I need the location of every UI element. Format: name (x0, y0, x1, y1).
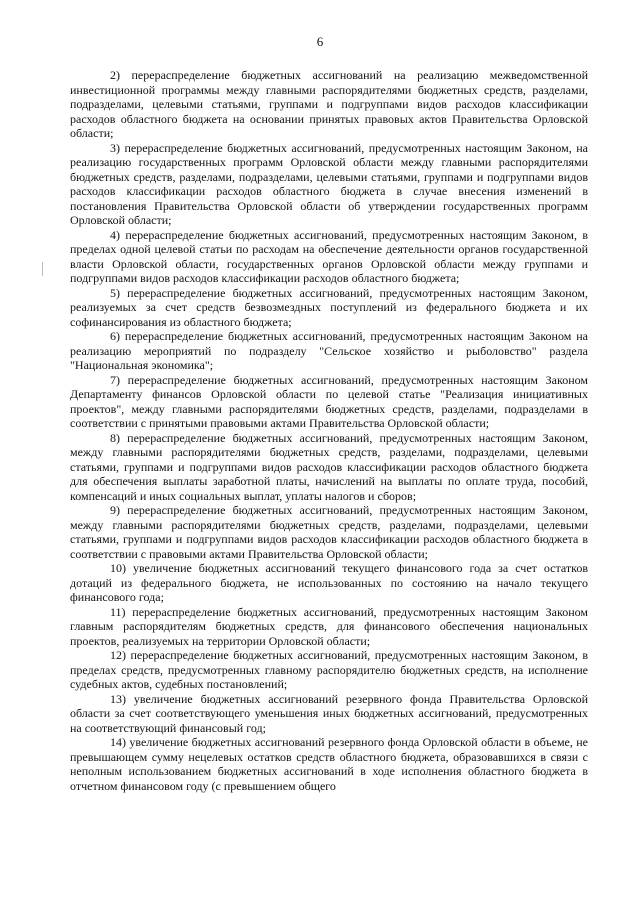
paragraph-item-3: 3) перераспределение бюджетных ассигнований, предусмотренных настоящим Законом, на реализацию государственных программ Орловской области между главными распорядителями бюджетных средств, разделами, подразделами, целевыми статьями, группами и подгруппами видов расходов классификации расходов областного бюджета в случае внесения изменений в постановления Правительства Орловской области об утверждении государственных программ Орловской области; (70, 140, 588, 227)
margin-mark (42, 262, 43, 276)
paragraph-item-7: 7) перераспределение бюджетных ассигнований, предусмотренных настоящим Законом Департаменту финансов Орловской области по целевой статье "Реализация инициативных проектов", между главными распорядителями бюджетных средств, разделами, подразделами в соответствии с принятыми правовыми актами Правительства Орловской области; (70, 372, 588, 430)
paragraph-item-6: 6) перераспределение бюджетных ассигнований, предусмотренных настоящим Законом на реализацию мероприятий по подразделу "Сельское хозяйство и рыболовство" раздела "Национальная экономика"; (70, 329, 588, 372)
paragraph-item-13: 13) увеличение бюджетных ассигнований резервного фонда Правительства Орловской области за счет соответствующего уменьшения иных бюджетных ассигнований, предусмотренных на соответствующий финансовый год; (70, 691, 588, 735)
page-number: 6 (316, 34, 324, 49)
paragraph-item-2: 2) перераспределение бюджетных ассигнований на реализацию межведомственной инвестиционной программы между главными распорядителями бюджетных средств, разделами, подразделами, целевыми статьями, группами и подгруппами видов расходов классификации расходов областного бюджета на основании принятых правовых актов Правительства Орловской области; (70, 68, 588, 140)
paragraph-item-4: 4) перераспределение бюджетных ассигнований, предусмотренных настоящим Законом, в пределах одной целевой статьи по расходам на обеспечение деятельности органов государственной власти Орловской области, государственных органов Орловской области между группами и подгруппами видов расходов классификации расходов областного бюджета; (70, 227, 588, 285)
paragraph-item-5: 5) перераспределение бюджетных ассигнований, предусмотренных настоящим Законом, реализуемых за счет средств безвозмездных поступлений из федерального бюджета и их софинансирования из областного бюджета; (70, 285, 588, 329)
document-body (70, 68, 588, 793)
paragraph-item-8: 8) перераспределение бюджетных ассигнований, предусмотренных настоящим Законом, между главными распорядителями бюджетных средств, разделами, подразделами, целевыми статьями, группами и подгруппами видов расходов классификации расходов областного бюджета для обеспечения выплаты заработной платы, начислений на выплаты по оплате труда, пособий, компенсаций и иных социальных выплат, уплаты налогов и сборов; (70, 430, 588, 503)
paragraph-item-14: 14) увеличение бюджетных ассигнований резервного фонда Орловской области в объеме, не превышающем сумму нецелевых остатков средств областного бюджета, образовавшихся в связи с неполным использованием бюджетных ассигнований в ходе исполнения областного бюджета в отчетном финансовом году (с превышением общего (70, 735, 588, 793)
paragraph-item-11: 11) перераспределение бюджетных ассигнований, предусмотренных настоящим Законом главным распорядителям бюджетных средств, для финансового обеспечения национальных проектов, реализуемых на территории Орловской области; (70, 604, 588, 648)
paragraph-item-12: 12) перераспределение бюджетных ассигнований, предусмотренных настоящим Законом, в пределах средств, предусмотренных главному распорядителю бюджетных средств, на исполнение судебных актов, судебных постановлений; (70, 648, 588, 691)
paragraph-item-10: 10) увеличение бюджетных ассигнований текущего финансового года за счет остатков дотаций из федерального бюджета, не использованных по состоянию на начало текущего финансового года; (70, 561, 588, 604)
paragraph-item-9: 9) перераспределение бюджетных ассигнований, предусмотренных настоящим Законом, между главными распорядителями бюджетных средств, разделами, подразделами, целевыми статьями, группами и подгруппами видов расходов классификации расходов областного бюджета в соответствии с правовыми актами Правительства Орловской области; (70, 503, 588, 561)
